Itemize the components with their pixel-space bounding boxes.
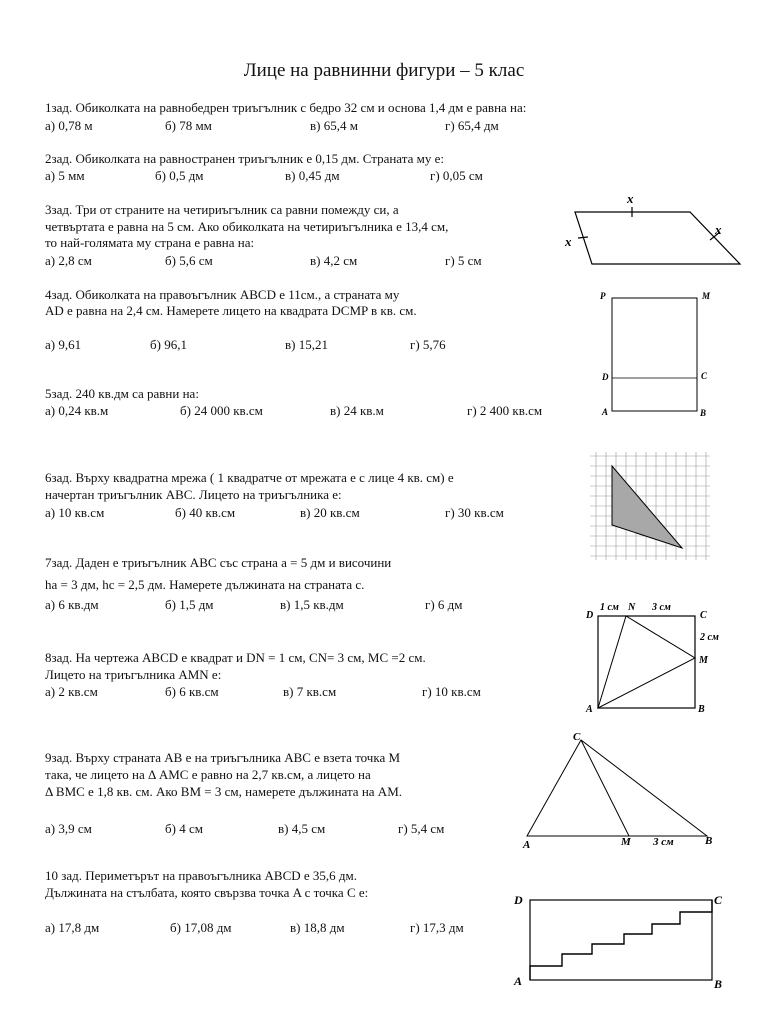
figure-8-label-a: A bbox=[586, 704, 593, 715]
problem-7-option-c: в) 1,5 кв.дм bbox=[280, 597, 344, 612]
problem-1-option-a: а) 0,78 м bbox=[45, 118, 93, 133]
problem-8-option-d: г) 10 кв.см bbox=[422, 684, 481, 699]
problem-3-option-c: в) 4,2 см bbox=[310, 253, 358, 268]
problem-9-option-a: а) 3,9 см bbox=[45, 821, 92, 836]
problem-6-text-2: начертан триъгълник ABC. Лицето на триъгълника е: bbox=[45, 487, 342, 502]
problem-8-option-a: а) 2 кв.см bbox=[45, 684, 98, 699]
problem-1-option-c: в) 65,4 м bbox=[310, 118, 358, 133]
problem-2-option-b: б) 0,5 дм bbox=[155, 168, 204, 183]
figure-8-label-mc: 2 см bbox=[700, 632, 719, 643]
problem-9-text-3: Δ BMC е 1,8 кв. см. Ако BM = 3 см, намерете дължината на AM. bbox=[45, 784, 402, 799]
figure-3-parallelogram bbox=[560, 192, 750, 272]
problem-7-text-1: 7зад. Даден е триъгълник ABC със страна a = 5 дм и височини bbox=[45, 555, 392, 570]
figure-3-label-x-top: x bbox=[627, 192, 634, 206]
problem-5-option-b: б) 24 000 кв.см bbox=[180, 403, 263, 418]
problem-7-option-b: б) 1,5 дм bbox=[165, 597, 214, 612]
problem-1-text: 1зад. Обиколката на равнобедрен триъгълник с бедро 32 см и основа 1,4 дм е равна на: bbox=[45, 100, 527, 115]
figure-10-label-b: B bbox=[714, 977, 723, 991]
problem-5-option-d: г) 2 400 кв.см bbox=[467, 403, 543, 418]
figure-9-label-bm: 3 см bbox=[653, 836, 674, 848]
page-title: Лице на равнинни фигури – 5 клас bbox=[243, 60, 525, 81]
figure-4-label-p: P bbox=[600, 291, 606, 301]
figure-3-label-x-left: x bbox=[565, 234, 572, 249]
figure-9-label-m: M bbox=[621, 836, 631, 848]
problem-8-option-b: б) 6 кв.см bbox=[165, 684, 219, 699]
problem-3-text-2: четвъртата е равна на 5 см. Ако обиколката на четириъгълника е 13,4 см, bbox=[45, 219, 449, 234]
figure-8-label-n: N bbox=[628, 602, 636, 613]
figure-8-label-b: B bbox=[698, 704, 705, 715]
problem-3-option-d: г) 5 см bbox=[445, 253, 482, 268]
figure-10-rectangle-staircase bbox=[510, 888, 735, 993]
figure-8-label-c: C bbox=[700, 610, 707, 621]
problem-10-option-a: а) 17,8 дм bbox=[45, 920, 100, 935]
figure-9-label-b: B bbox=[705, 835, 713, 847]
figure-8-square-triangle bbox=[580, 598, 730, 718]
problem-10-option-d: г) 17,3 дм bbox=[410, 920, 464, 935]
problem-3-text-3: то най-голямата му страна е равна на: bbox=[45, 235, 255, 250]
problem-6-option-c: в) 20 кв.см bbox=[300, 505, 360, 520]
figure-8-label-m: M bbox=[699, 655, 708, 666]
figure-10-label-d: D bbox=[514, 893, 523, 907]
problem-3-text-1: 3зад. Три от страните на четириъгълник са равни помежду си, а bbox=[45, 202, 399, 217]
problem-3-option-b: б) 5,6 см bbox=[165, 253, 213, 268]
problem-6-text-1: 6зад. Върху квадратна мрежа ( 1 квадратче от мрежата е с лице 4 кв. см) е bbox=[45, 470, 454, 485]
problem-8-text-1: 8зад. На чертежа ABCD е квадрат и DN = 1 см, CN= 3 см, MC =2 см. bbox=[45, 650, 426, 665]
figure-6-grid-triangle bbox=[590, 452, 710, 560]
figure-8-label-d: D bbox=[586, 610, 594, 621]
figure-8-label-dn: 1 см bbox=[600, 602, 619, 613]
problem-1-option-d: г) 65,4 дм bbox=[445, 118, 499, 133]
problem-10-text-1: 10 зад. Периметърът на правоъгълника ABCD е 35,6 дм. bbox=[45, 868, 357, 883]
figure-4-rectangle-square bbox=[598, 288, 720, 420]
problem-7-option-a: а) 6 кв.дм bbox=[45, 597, 99, 612]
problem-6-option-b: б) 40 кв.см bbox=[175, 505, 236, 520]
problem-3-option-a: а) 2,8 см bbox=[45, 253, 92, 268]
problem-6-option-a: а) 10 кв.см bbox=[45, 505, 105, 520]
figure-10-label-a: A bbox=[514, 974, 523, 988]
problem-9-text-2: така, че лицето на Δ AMC е равно на 2,7 кв.см, а лицето на bbox=[45, 767, 371, 782]
problem-4-text-1: 4зад. Обиколката на правоъгълник ABCD е 11см., а страната му bbox=[45, 287, 400, 302]
problem-5-text: 5зад. 240 кв.дм са равни на: bbox=[45, 386, 199, 401]
figure-9-triangle bbox=[515, 728, 725, 850]
problem-1-option-b: б) 78 мм bbox=[165, 118, 212, 133]
figure-4-label-b: B bbox=[700, 408, 707, 418]
problem-2-option-c: в) 0,45 дм bbox=[285, 168, 340, 183]
problem-4-option-c: в) 15,21 bbox=[285, 337, 328, 352]
figure-4-label-d: D bbox=[602, 372, 609, 382]
figure-4-label-a: A bbox=[602, 407, 609, 417]
figure-3-label-x-right: x bbox=[715, 222, 722, 237]
problem-2-text: 2зад. Обиколката на равностранен триъгълник е 0,15 дм. Страната му е: bbox=[45, 151, 444, 166]
problem-8-option-c: в) 7 кв.см bbox=[283, 684, 337, 699]
problem-9-text-1: 9зад. Върху страната AB е на триъгълника ABC е взета точка M bbox=[45, 750, 401, 765]
problem-9-option-d: г) 5,4 см bbox=[398, 821, 445, 836]
figure-10-label-c: C bbox=[714, 893, 723, 907]
problem-8-text-2: Лицето на триъгълника AMN е: bbox=[45, 667, 222, 682]
problem-10-text-2: Дължината на стълбата, която свързва точка A с точка C е: bbox=[45, 885, 369, 900]
problem-5-option-c: в) 24 кв.м bbox=[330, 403, 384, 418]
problem-9-option-c: в) 4,5 см bbox=[278, 821, 326, 836]
problem-7-text-2: ha = 3 дм, hc = 2,5 дм. Намерете дължината на страната c. bbox=[45, 577, 365, 592]
problem-9-option-b: б) 4 см bbox=[165, 821, 203, 836]
problem-4-option-d: г) 5,76 bbox=[410, 337, 446, 352]
problem-2-option-d: г) 0,05 см bbox=[430, 168, 483, 183]
figure-9-label-a: A bbox=[523, 839, 531, 850]
figure-4-label-m: M bbox=[702, 291, 711, 301]
problem-5-option-a: а) 0,24 кв.м bbox=[45, 403, 109, 418]
problem-10-option-c: в) 18,8 дм bbox=[290, 920, 345, 935]
problem-6-option-d: г) 30 кв.см bbox=[445, 505, 504, 520]
figure-4-label-c: C bbox=[701, 371, 708, 381]
problem-10-option-b: б) 17,08 дм bbox=[170, 920, 232, 935]
problem-4-option-b: б) 96,1 bbox=[150, 337, 187, 352]
problem-4-option-a: а) 9,61 bbox=[45, 337, 82, 352]
figure-8-label-nc: 3 см bbox=[652, 602, 671, 613]
problem-2-option-a: а) 5 мм bbox=[45, 168, 85, 183]
problem-7-option-d: г) 6 дм bbox=[425, 597, 463, 612]
figure-9-label-c: C bbox=[573, 731, 581, 743]
problem-4-text-2: AD е равна на 2,4 см. Намерете лицето на квадрата DCMP в кв. см. bbox=[45, 303, 417, 318]
